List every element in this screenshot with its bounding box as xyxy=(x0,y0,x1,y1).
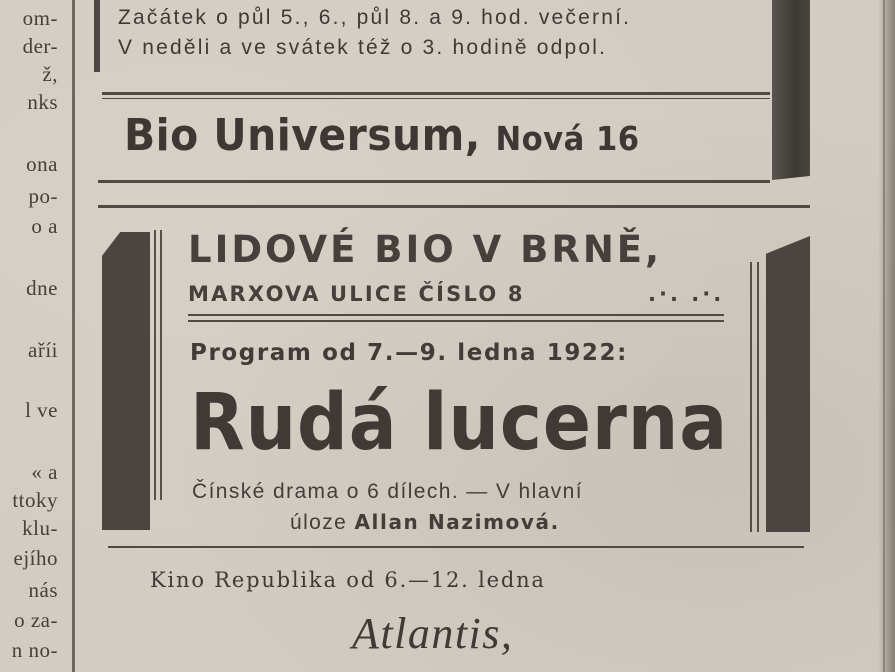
cinema-address: MARXOVA ULICE ČÍSLO 8 xyxy=(188,282,525,306)
left-column-line: ttoky xyxy=(12,488,58,512)
left-column-line: o a xyxy=(31,214,58,238)
page-edge-shadow xyxy=(878,0,895,672)
left-column-line: ejího xyxy=(13,546,58,570)
divider-rule xyxy=(188,320,724,322)
bio-universum-ad xyxy=(124,110,640,161)
divider-rule xyxy=(102,98,770,99)
top-box-border-right xyxy=(772,0,810,180)
divider-rule xyxy=(102,92,770,95)
decorative-line xyxy=(750,262,752,532)
holiday-showtimes-line: V neděli a ve svátek též o 3. hodině odpol. xyxy=(118,36,608,59)
cast-prefix: úloze xyxy=(290,511,348,534)
decorative-bar-left xyxy=(102,232,150,530)
divider-rule xyxy=(98,180,770,183)
left-column-line: der- xyxy=(22,34,58,58)
top-box-border-left xyxy=(94,0,100,72)
left-column-line: klu- xyxy=(22,516,58,540)
left-column-line: po- xyxy=(28,184,58,208)
decorative-line xyxy=(154,230,156,500)
column-divider xyxy=(72,0,75,672)
left-column-line: nks xyxy=(27,90,58,114)
cinema-address: Nová 16 xyxy=(495,119,640,158)
film-cast-line xyxy=(290,510,560,535)
ornament-dots: .·. .·. xyxy=(648,282,725,306)
cinema-name: Bio Universum, xyxy=(124,110,481,161)
divider-rule xyxy=(108,546,804,548)
film-title: Rudá lucerna xyxy=(190,378,729,468)
kino-republika-line: Kino Republika od 6.—12. ledna xyxy=(150,568,546,592)
program-dates: Program od 7.—9. ledna 1922: xyxy=(190,340,628,366)
left-column-fragment xyxy=(0,0,64,672)
left-column-line: o za- xyxy=(14,608,58,632)
showtimes-line: Začátek o půl 5., 6., půl 8. a 9. hod. večerní. xyxy=(118,6,632,29)
divider-rule xyxy=(188,314,724,316)
left-column-line: ona xyxy=(26,152,58,176)
left-column-line: aříi xyxy=(28,338,58,362)
divider-rule xyxy=(98,205,810,208)
left-column-line: ž, xyxy=(42,62,58,86)
left-column-line: om- xyxy=(22,6,58,30)
decorative-line xyxy=(160,230,162,500)
left-column-line: l ve xyxy=(25,398,58,422)
left-column-line: nás xyxy=(28,578,58,602)
film-description: Čínské drama o 6 dílech. — V hlavní xyxy=(192,480,583,503)
cinema-title: LIDOVÉ BIO V BRNĚ, xyxy=(188,228,663,271)
decorative-line xyxy=(757,262,759,532)
left-column-line: « a xyxy=(31,460,58,484)
decorative-bar-right xyxy=(766,236,810,532)
left-column-line: n no- xyxy=(11,638,58,662)
left-column-line: dne xyxy=(26,276,58,300)
lead-actress: Allan Nazimová. xyxy=(354,510,560,534)
film-title-atlantis: Atlantis, xyxy=(352,609,514,658)
page-edge-line xyxy=(883,0,885,672)
